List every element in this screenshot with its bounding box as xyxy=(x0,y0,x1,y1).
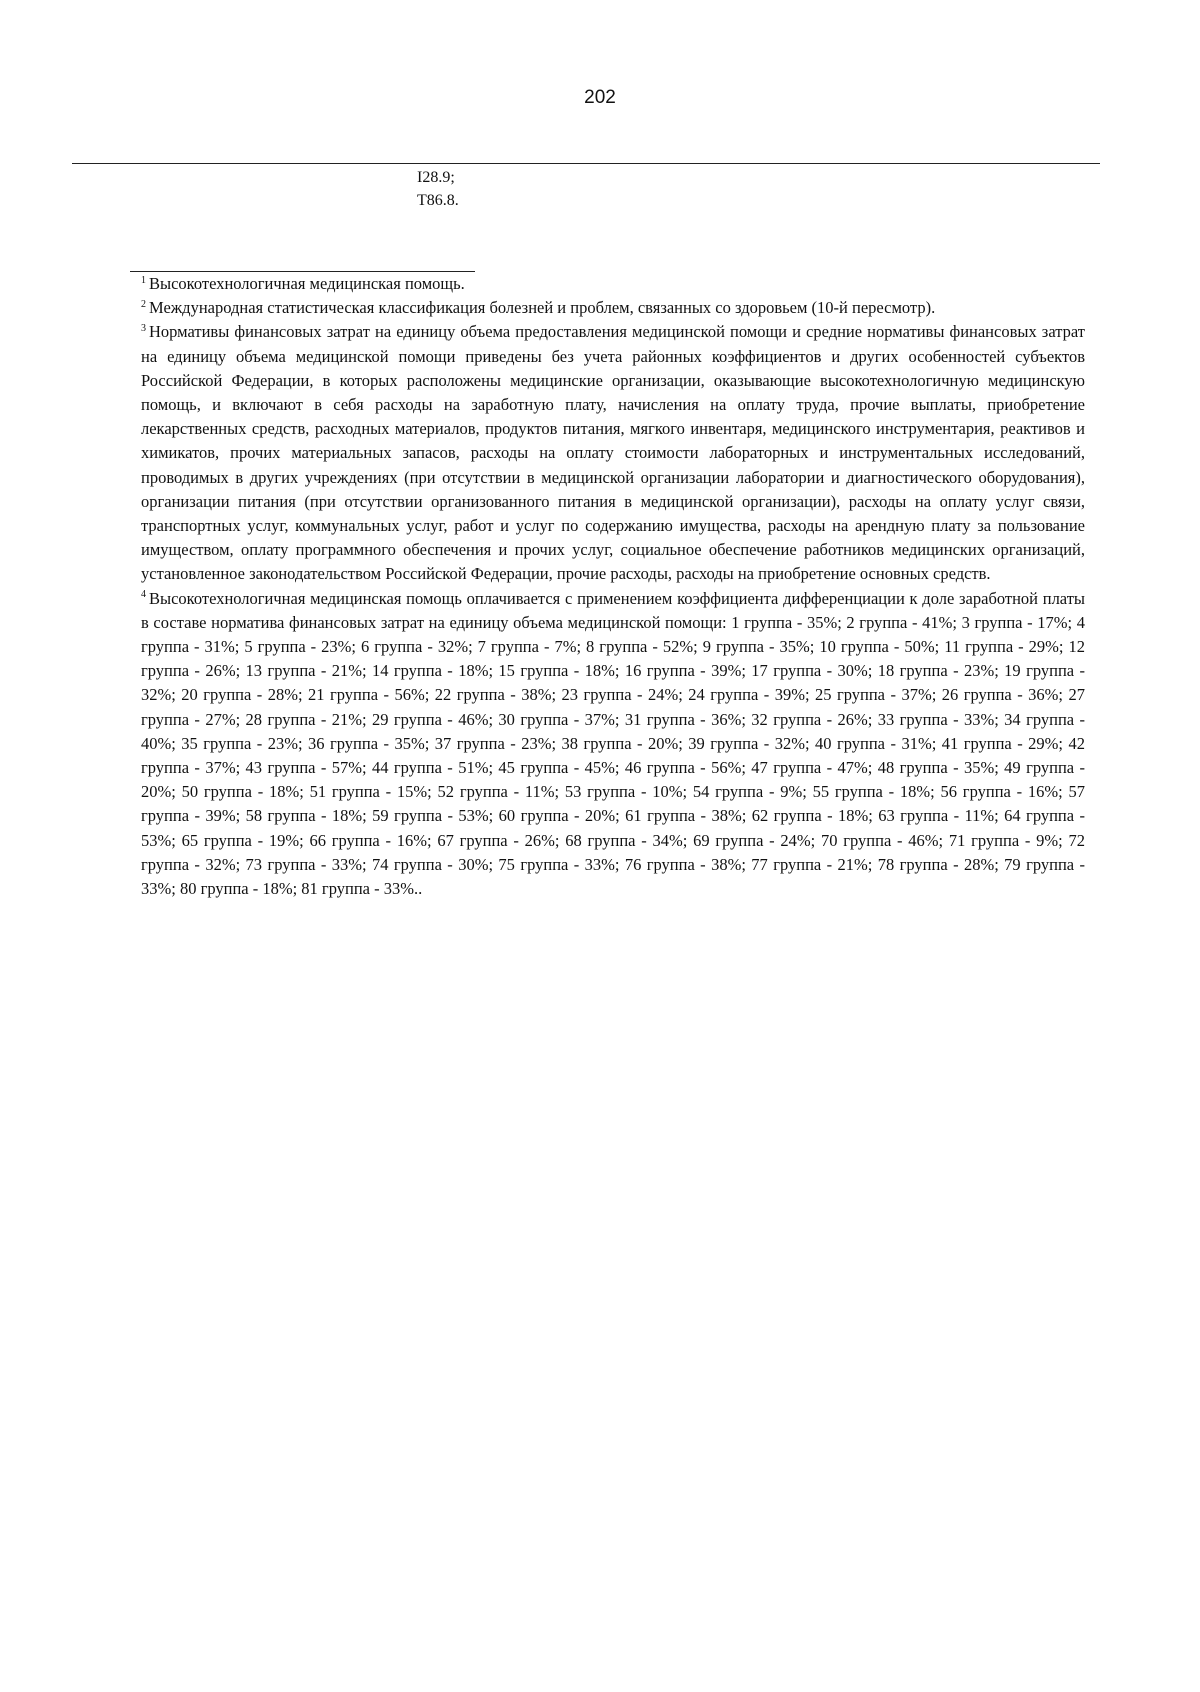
footnote-3 xyxy=(141,320,1085,586)
footnote-4 xyxy=(141,587,1085,902)
footnote-marker: 4 xyxy=(141,589,146,601)
footnote-text: Высокотехнологичная медицинская помощь. xyxy=(149,274,465,293)
footnote-text: Международная статистическая классификация болезней и проблем, связанных со здоровьем (10-й пересмотр). xyxy=(149,298,936,318)
page-number: 202 xyxy=(584,87,616,108)
footnote-2 xyxy=(141,296,1085,320)
footnote-1 xyxy=(141,272,1085,296)
table-fragment-codes xyxy=(417,166,459,212)
footnote-text: Нормативы финансовых затрат на единицу объема предоставления медицинской помощи и средние нормативы финансовых затрат на единицу объема медицинской помощи приведены без учета районных коэффициентов и других особенностей субъектов Российской Федерации, в которых расположены медицинские организации, оказывающие высокотехнологичную медицинскую помощь, и включают в себя расходы на заработную плату, начисления на оплату труда, прочие выплаты, приобретение лекарственных средств, расходных материалов, продуктов питания, мягкого инвентаря, медицинского инструментария, реактивов и химикатов, прочих материальных запасов, расходы на оплату стоимости лабораторных и инструментальных исследований, проводимых в других учреждениях (при отсутствии в медицинской организации лаборатории и диагностического оборудования), организации питания (при отсутствии организованного питания в медицинской организации), расходы на оплату услуг связи, транспортных услуг, коммунальных услуг, работ и услуг по содержанию имущества, расходы на арендную плату за пользование имуществом, оплату программного обеспечения и прочих услуг, социальное обеспечение работников медицинских организаций, установленное законодательством Российской Федерации, прочие расходы, расходы на приобретение основных средств. xyxy=(141,322,1085,584)
diagnosis-code: I28.9; xyxy=(417,169,455,186)
diagnosis-code: T86.8. xyxy=(417,192,459,209)
footnote-marker: 1 xyxy=(141,274,146,286)
footnotes-section xyxy=(141,272,1085,901)
footnote-marker: 2 xyxy=(141,298,146,310)
footnote-marker: 3 xyxy=(141,322,146,334)
footnote-text: Высокотехнологичная медицинская помощь оплачивается с применением коэффициента дифференциации к доле заработной платы в составе норматива финансовых затрат на единицу объема медицинской помощи: 1 группа - 35%; 2 группа - 41%; 3 группа - 17%; 4 группа - 31%; 5 группа - 23%; 6 группа - 32%; 7 группа - 7%; 8 группа - 52%; 9 группа - 35%; 10 группа - 50%; 11 группа - 29%; 12 группа - 26%; 13 группа - 21%; 14 группа - 18%; 15 группа - 18%; 16 группа - 39%; 17 группа - 30%; 18 группа - 23%; 19 группа - 32%; 20 группа - 28%; 21 группа - 56%; 22 группа - 38%; 23 группа - 24%; 24 группа - 39%; 25 группа - 37%; 26 группа - 36%; 27 группа - 27%; 28 группа - 21%; 29 группа - 46%; 30 группа - 37%; 31 группа - 36%; 32 группа - 26%; 33 группа - 33%; 34 группа - 40%; 35 группа - 23%; 36 группа - 35%; 37 группа - 23%; 38 группа - 20%; 39 группа - 32%; 40 группа - 31%; 41 группа - 29%; 42 группа - 37%; 43 группа - 57%; 44 группа - 51%; 45 группа - 45%; 46 группа - 56%; 47 группа - 47%; 48 группа - 35%; 49 группа - 20%; 50 группа - 18%; 51 группа - 15%; 52 группа - 11%; 53 группа - 10%; 54 группа - 9%; 55 группа - 18%; 56 группа - 16%; 57 группа - 39%; 58 группа - 18%; 59 группа - 53%; 60 группа - 20%; 61 группа - 38%; 62 группа - 18%; 63 группа - 11%; 64 группа - 53%; 65 группа - 19%; 66 группа - 16%; 67 группа - 26%; 68 группа - 34%; 69 группа - 24%; 70 группа - 46%; 71 группа - 9%; 72 группа - 32%; 73 группа - 33%; 74 группа - 30%; 75 группа - 33%; 76 группа - 38%; 77 группа - 21%; 78 группа - 28%; 79 группа - 33%; 80 группа - 18%; 81 группа - 33%.. xyxy=(141,588,1085,899)
table-bottom-rule xyxy=(72,163,1100,164)
